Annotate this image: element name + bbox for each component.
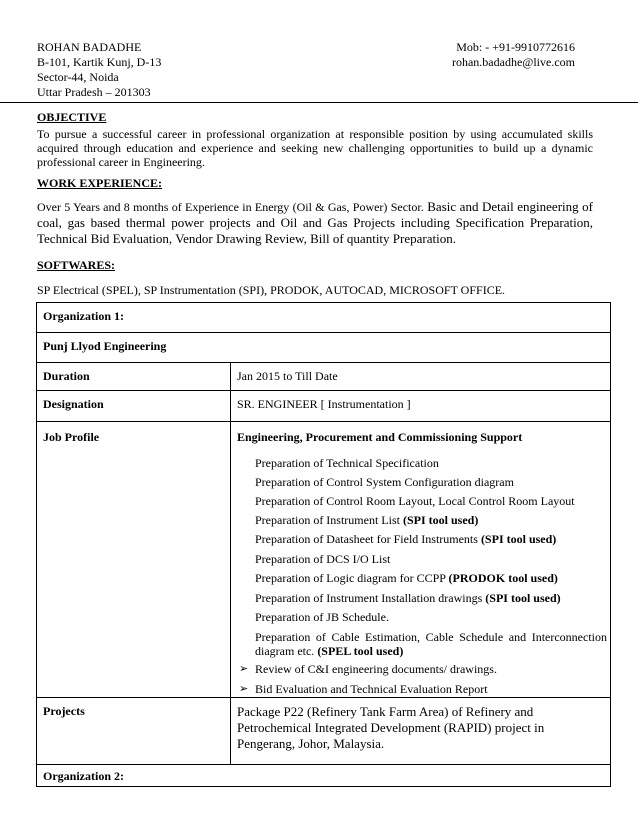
header-divider	[0, 102, 638, 103]
job-item	[255, 591, 607, 605]
header-contact-left	[37, 40, 161, 100]
table-row	[37, 698, 611, 765]
job-item-text: Preparation of Instrument Installation drawings	[255, 591, 486, 605]
table-row	[37, 422, 611, 698]
job-item	[255, 630, 607, 658]
org1-title: Organization 1:	[37, 303, 611, 333]
objective-text: To pursue a successful career in professional organization at responsible position by using accumulated skills acquired through education and experience and seeking new challenging opportunities to build up a dynamic professional career in Engineering.	[37, 127, 593, 169]
job-item	[255, 475, 607, 489]
duration-value: Jan 2015 to Till Date	[231, 363, 611, 391]
job-item-text: Preparation of Logic diagram for CCPP	[255, 571, 449, 585]
job-item-tool: (SPI tool used)	[485, 591, 561, 605]
job-item-text: Preparation of DCS I/O List	[255, 552, 391, 566]
work-experience-text	[37, 199, 593, 247]
job-item-text: Preparation of Datasheet for Field Instruments	[255, 532, 481, 546]
address-line-1: B-101, Kartik Kunj, D-13	[37, 55, 162, 69]
designation-label: Designation	[37, 391, 231, 422]
job-item-tool: (PRODOK tool used)	[448, 571, 558, 585]
designation-value: SR. ENGINEER [ Instrumentation ]	[231, 391, 611, 422]
job-item	[255, 456, 607, 470]
objective-heading: OBJECTIVE	[37, 110, 107, 124]
job-item	[255, 494, 607, 508]
projects-label: Projects	[37, 698, 231, 765]
table-row	[37, 333, 611, 363]
job-item	[255, 610, 607, 624]
work-experience-heading: WORK EXPERIENCE:	[37, 176, 163, 190]
organization-table	[36, 302, 611, 787]
job-item-tool: (SPI tool used)	[480, 532, 557, 546]
bullet-arrow-icon: ➢	[239, 683, 249, 695]
job-item-tool: (SPEL tool used)	[317, 644, 404, 658]
header-contact-right	[452, 40, 575, 70]
job-item-text: Preparation of Technical Specification	[255, 456, 439, 470]
mobile-number: Mob: - +91-9910772616	[456, 40, 575, 54]
org2-title: Organization 2:	[37, 765, 611, 787]
table-row	[37, 391, 611, 422]
job-item-text: Preparation of Control Room Layout, Local Control Room Layout	[255, 494, 575, 508]
email-link[interactable]: rohan.badadhe@live.com	[451, 55, 575, 69]
job-item-text: Preparation of Cable Estimation, Cable Schedule and Interconnection diagram etc.	[255, 630, 607, 658]
projects-value: Package P22 (Refinery Tank Farm Area) of Refinery and Petrochemical Integrated Development (RAPID) project in Pengerang, Johor, Malaysia.	[231, 698, 611, 765]
job-item-text: Preparation of Instrument List	[255, 513, 403, 527]
job-item	[255, 552, 607, 566]
job-item	[255, 571, 607, 585]
work-experience-summary: Over 5 Years and 8 months of Experience in Energy (Oil & Gas, Power) Sector.	[37, 200, 424, 214]
job-profile-heading: Engineering, Procurement and Commissioning Support	[237, 430, 523, 444]
address-line-3: Uttar Pradesh – 201303	[37, 85, 151, 99]
job-profile-list	[237, 445, 610, 695]
job-item-tool: (SPI tool used)	[402, 513, 479, 527]
job-item	[255, 532, 607, 546]
duration-label: Duration	[37, 363, 231, 391]
job-profile-cell	[231, 422, 611, 698]
job-item-text: Preparation of Control System Configuration diagram	[255, 475, 514, 489]
bullet-arrow-icon: ➢	[239, 663, 249, 675]
org1-company: Punj Llyod Engineering	[37, 333, 611, 363]
table-row	[37, 363, 611, 391]
table-row	[37, 765, 611, 787]
softwares-text: SP Electrical (SPEL), SP Instrumentation (SPI), PRODOK, AUTOCAD, MICROSOFT OFFICE.	[37, 283, 506, 297]
job-bullet-item: Review of C&I engineering documents/ drawings.	[255, 662, 497, 676]
work-experience-detail: Basic and Detail engineering of coal, gas based thermal power projects and Oil and Gas Projects including Specification Preparation, Technical Bid Evaluation, Vendor Drawing Review, Bill of quantity Preparation.	[37, 199, 594, 246]
softwares-heading: SOFTWARES:	[37, 258, 116, 272]
job-item-text: Preparation of JB Schedule.	[255, 610, 389, 624]
job-profile-label: Job Profile	[37, 422, 231, 698]
table-row	[37, 303, 611, 333]
candidate-name: ROHAN BADADHE	[37, 40, 142, 54]
address-line-2: Sector-44, Noida	[37, 70, 119, 84]
job-bullet-item: Bid Evaluation and Technical Evaluation Report	[255, 682, 488, 696]
job-item	[255, 513, 607, 527]
